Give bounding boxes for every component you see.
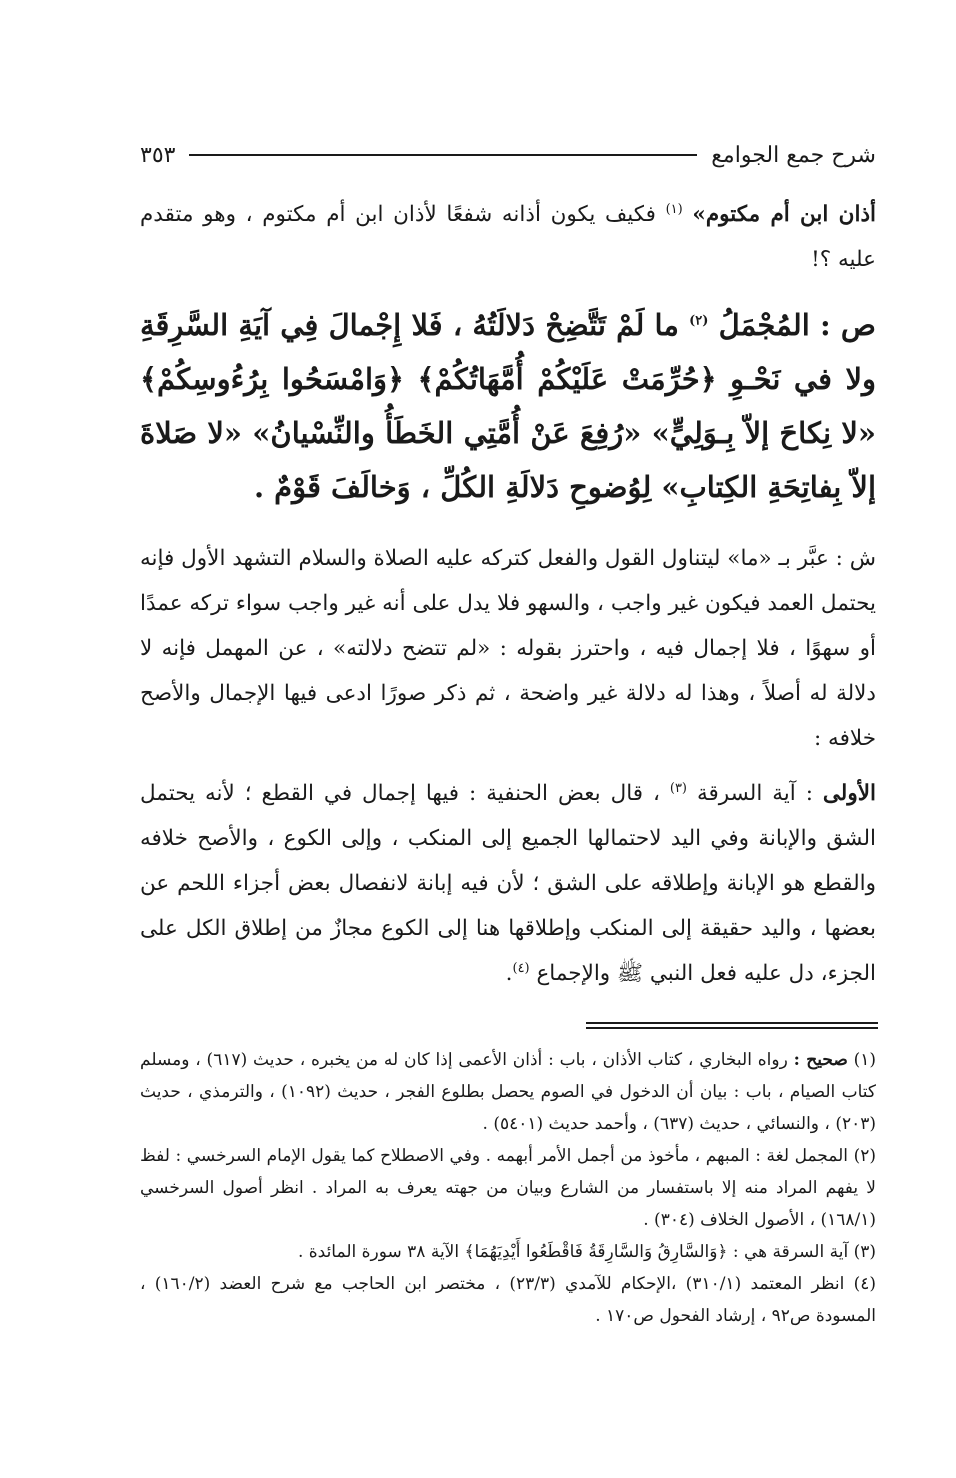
intro-bold-text: أذان ابن أم مكتوم»: [692, 202, 876, 227]
footnote-ref-3: (٣): [669, 780, 687, 796]
footnote-1: [140, 1044, 876, 1140]
first-case-heading: الأولى: [822, 781, 876, 806]
footnote-4: (٤) انظر المعتمد (٣١٠/١) ،الإحكام للآمدي (٢٣/٣) ، مختصر ابن الحاجب مع شرح العضد (١٦٠/٢) ، المسودة ص٩٢ ، إرشاد الفحول ص١٧٠ .: [140, 1274, 876, 1326]
header-rule: [189, 154, 697, 156]
sharh-paragraph-1: ش : عبَّر بـ «ما» ليتناول القول والفعل كتركه عليه الصلاة والسلام التشهد الأول فإنه يحتمل العمد فيكون غير واجب ، والسهو فلا يدل على أنه غير واجب سواء تركه عمدًا أو سهوًا ، فلا إجمال فيه ، واحترز بقوله : «لم تتضح دلالته» ، عن المهمل فإنه لا دلالة له أصلاً ، وهذا له دلالة غير واضحة ، ثم ذكر صورًا ادعى فيها الإجمال والأصح خلافه :: [140, 546, 876, 751]
footnote-1-number: (١): [853, 1050, 876, 1070]
footnote-1-text: رواه البخاري ، كتاب الأذان ، باب : أذان الأعمى إذا كان له من يخبره ، حديث (٦١٧) ، ومسلم كتاب الصيام ، باب : بيان أن الدخول في الصوم يحصل بطلوع الفجر ، حديث (١٠٩٢) ، والترمذي ، حديث (٢٠٣) ، والنسائي ، حديث (٦٣٧) ، وأحمد حديث (٥٤٠١) .: [140, 1050, 876, 1134]
footnote-3: (٣) آية السرقة هي : ﴿وَالسَّارِقُ وَالسَّارِقَةُ فَاقْطَعُوا أَيْدِيَهُمَا﴾ الآية ٣٨ سورة المائدة .: [297, 1242, 876, 1262]
book-title: شرح جمع الجوامع: [711, 142, 876, 168]
first-case-text: ، قال بعض الحنفية : فيها إجمال في القطع ؛ لأنه يحتمل الشق والإبانة وفي اليد لاحتمالها الجميع إلى المنكب ، وإلى الكوع ، والأصح خلافه والقطع هو الإبانة وإطلاقه على الشق ؛ لأن فيه إبانة لانفصال بعض أجزاء اللحم عن بعضها ، واليد حقيقة إلى المنكب وإطلاقها هنا إلى الكوع مجازٌ من إطلاق الكل على الجزء، دل عليه فعل النبي ﷺ والإجماع: [140, 781, 876, 986]
footnote-1-grade: صحيح :: [793, 1050, 848, 1070]
intro-text: فكيف يكون أذانه شفعًا لأذان ابن أم مكتوم ، وهو متقدم عليه ؟!: [140, 202, 876, 272]
footnote-ref-1: (١): [665, 201, 683, 217]
footnote-separator: [586, 1022, 878, 1029]
footnote-ref-2: (٢): [689, 313, 709, 329]
matn-text: ما لَمْ تَتَّضِحْ دَلالَتُهُ ، فَلا إِجْمالَ فِي آيَةِ السَّرِقَةِ ولا في نَحْـوِ ﴿حُرِّمَتْ عَلَيْكُمْ أُمَّهَاتُكُمْ﴾ ﴿وَامْسَحُوا بِرُءُوسِكُمْ﴾ «لا نِكاحَ إلاّ بِـوَلِيٍّ» «رُفِعَ عَنْ أُمَّتِي الخَطَأُ والنِّسْيانُ» «لا صَلاةَ إلاّ بِفاتِحَةِ الكِتابِ» لِوُضوحِ دَلالَةِ الكُلِّ ، وَخالَفَ قَوْمٌ .: [140, 308, 876, 504]
running-header: [140, 138, 876, 172]
footnote-2: (٢) المجمل لغة : المبهم ، مأخوذ من أجمل الأمر أبهمه . وفي الاصطلاح كما يقول الإمام السرخسي : لفظ لا يفهم المراد منه إلا باستفسار من الشارع وبيان من جهته يعرف به المراد . انظر أصول السرخسي (١٦٨/١) ، الأصول الخلاف (٣٠٤) .: [140, 1146, 876, 1230]
matn-paragraph: [140, 298, 876, 514]
main-text: [140, 192, 876, 996]
first-case-label: : آية السرقة: [696, 781, 813, 806]
footnote-ref-4: (٤): [512, 960, 530, 976]
matn-heading: ص : المُجْمَلُ: [718, 308, 876, 342]
first-case-end: .: [505, 961, 513, 986]
intro-paragraph: [140, 192, 876, 282]
sharh-paragraph-2: [140, 771, 876, 996]
footnotes: [140, 1044, 876, 1332]
page-number: ٣٥٣: [140, 142, 176, 168]
